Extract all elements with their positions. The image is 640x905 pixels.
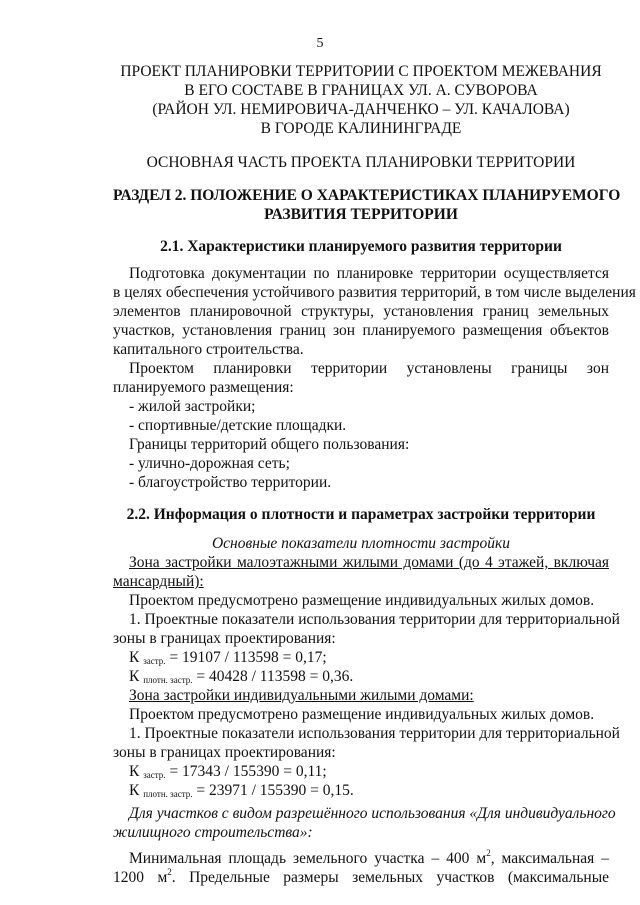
paragraph-line: элементов планировочной структуры, установления границ земельных	[113, 303, 609, 320]
list-item: - благоустройство территории.	[129, 474, 332, 491]
k-letter: К	[129, 763, 140, 780]
plots-text: . Предельные размеры земельных участков (максимальные	[171, 869, 609, 886]
k-letter: К	[129, 668, 140, 685]
zone-2-text: Проектом предусмотрено размещение индивидуальных жилых домов.	[129, 706, 595, 723]
paragraph-line: планируемого размещения:	[113, 379, 294, 396]
paragraph-line: капитального строительства.	[113, 341, 304, 358]
doc-title-line-1: ПРОЕКТ ПЛАНИРОВКИ ТЕРРИТОРИИ С ПРОЕКТОМ МЕЖЕВАНИЯ	[120, 63, 602, 80]
plots-title-line-1: Для участков с видом разрешённого использования «Для индивидуального	[129, 805, 616, 822]
k-sub: плотн. застр.	[143, 789, 193, 799]
zone-1-indicators-line-1: 1. Проектные показатели использования территории для территориальной	[129, 611, 620, 628]
k-value: = 40428 / 113598 = 0,36.	[196, 668, 354, 685]
doc-title-line-2: В ЕГО СОСТАВЕ В ГРАНИЦАХ УЛ. А. СУВОРОВА	[184, 82, 538, 99]
k-value: = 23971 / 155390 = 0,15.	[196, 782, 354, 799]
k-value: = 19107 / 113598 = 0,17;	[169, 649, 327, 666]
paragraph-line: в целях обеспечения устойчивого развития территорий, в том числе выделения	[113, 284, 636, 301]
doc-title-line-3: (РАЙОН УЛ. НЕМИРОВИЧА-ДАНЧЕНКО – УЛ. КАЧАЛОВА)	[152, 101, 570, 118]
zone-2-k-density	[113, 781, 609, 804]
zone-1-text: Проектом предусмотрено размещение индивидуальных жилых домов.	[129, 592, 595, 609]
k-sub: застр.	[143, 770, 166, 780]
k-sub: плотн. застр.	[143, 675, 193, 685]
list-item: - улично-дорожная сеть;	[129, 455, 290, 472]
plots-text: Минимальная площадь земельного участка – 400 м	[129, 850, 487, 867]
zone-2-title: Зона застройки индивидуальными жилыми домами:	[129, 687, 474, 704]
paragraph-line: Подготовка документации по планировке территории осуществляется	[129, 265, 609, 282]
zone-1-title-line-1: Зона застройки малоэтажными жилыми домами (до 4 этажей, включая	[129, 554, 609, 571]
section-2-title-line-2: РАЗВИТИЯ ТЕРРИТОРИИ	[264, 206, 458, 223]
section-2-1-title: 2.1. Характеристики планируемого развития территории	[160, 238, 562, 255]
list-item: - жилой застройки;	[129, 398, 256, 415]
plots-title-line-2: жилищного строительства»:	[113, 824, 313, 841]
doc-subtitle: ОСНОВНАЯ ЧАСТЬ ПРОЕКТА ПЛАНИРОВКИ ТЕРРИТОРИИ	[146, 154, 576, 171]
zone-2-indicators-line-1: 1. Проектные показатели использования территории для территориальной	[129, 725, 620, 742]
doc-title-line-4: В ГОРОДЕ КАЛИНИНГРАДЕ	[260, 120, 462, 137]
zone-1-title-line-2	[113, 572, 609, 591]
zone-2-indicators-line-2: зоны в границах проектирования:	[113, 744, 336, 761]
k-value: = 17343 / 155390 = 0,11;	[169, 763, 327, 780]
k-letter: К	[129, 649, 140, 666]
plots-text: 1200 м	[113, 869, 168, 886]
paragraph-line: участков, установления границ зон планируемого размещения объектов	[113, 322, 609, 339]
paragraph-line: Проектом планировки территории установлены границы зон	[129, 360, 609, 377]
zone-1-title-line-2-text: мансардный):	[113, 573, 204, 590]
zone-1-indicators-line-2: зоны в границах проектирования:	[113, 630, 336, 647]
section-2-title-line-1: РАЗДЕЛ 2. ПОЛОЖЕНИЕ О ХАРАКТЕРИСТИКАХ ПЛАНИРУЕМОГО	[113, 187, 621, 204]
list-item: - спортивные/детские площадки.	[129, 417, 347, 434]
public-areas-title: Границы территорий общего пользования:	[129, 436, 410, 453]
k-sub: застр.	[143, 656, 166, 666]
sup-2: 2	[486, 848, 491, 858]
density-subtitle: Основные показатели плотности застройки	[211, 535, 511, 552]
plots-paragraph-line-2	[113, 863, 609, 887]
plots-text: , максимальная –	[490, 850, 609, 867]
sup-2: 2	[167, 867, 172, 877]
section-2-2-title: 2.2. Информация о плотности и параметрах застройки территории	[126, 506, 596, 523]
zone-2-title-row	[113, 686, 609, 705]
page-number: 5	[316, 36, 324, 51]
k-letter: К	[129, 782, 140, 799]
